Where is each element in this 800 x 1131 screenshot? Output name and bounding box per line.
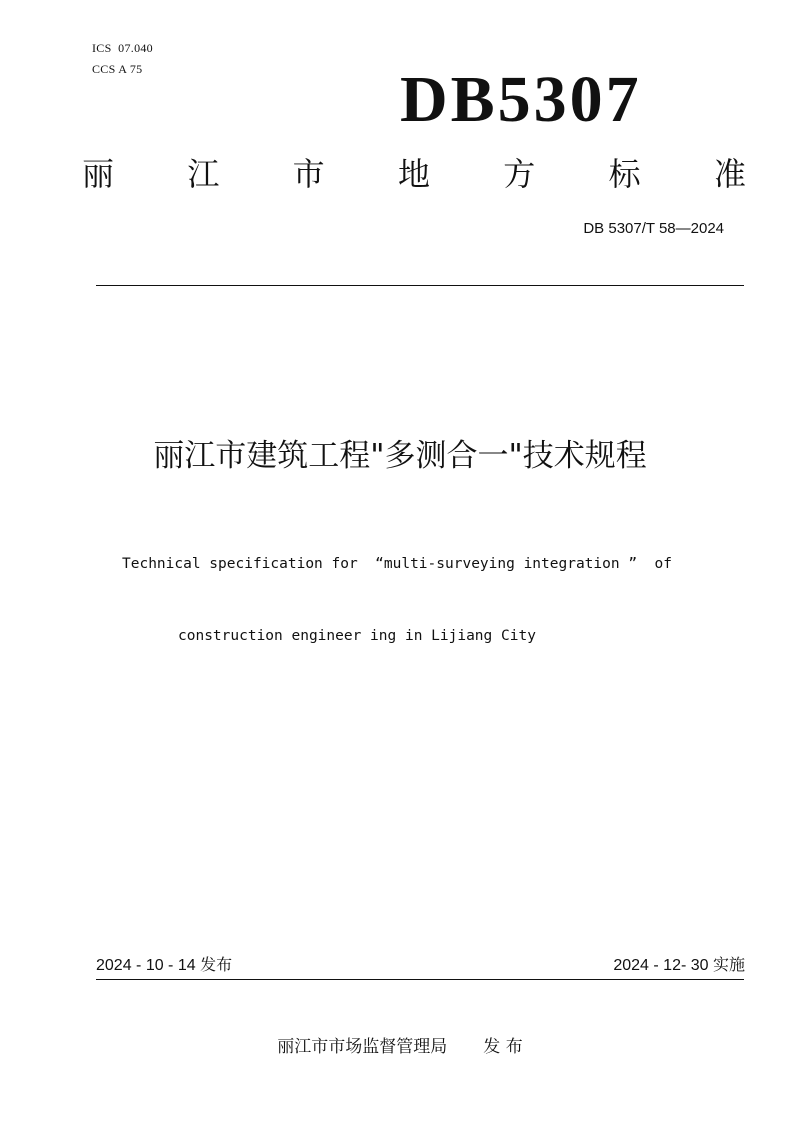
standard-kind-char: 方 [503, 155, 536, 193]
issuer-action: 发 布 [483, 1037, 523, 1057]
standard-kind-char: 市 [292, 155, 325, 193]
release-date: 2024 - 10 - 14 发布 [96, 957, 233, 974]
standard-number: DB 5307/T 58—2024 [583, 220, 724, 237]
title-english [122, 504, 742, 696]
standard-kind-char: 江 [187, 155, 220, 193]
title-chinese: 丽江市建筑工程"多测合一"技术规程 [153, 438, 647, 474]
standard-kind-char: 地 [397, 155, 430, 193]
top-divider [96, 285, 744, 286]
bottom-divider [96, 979, 744, 980]
standard-kind-char: 准 [713, 155, 746, 193]
implementation-date: 2024 - 12- 30 实施 [613, 957, 745, 974]
title-english-line-2: construction engineer ing in Lijiang City [178, 628, 536, 644]
standard-kind-char: 标 [608, 155, 641, 193]
ics-code: ICS 07.040 [92, 41, 153, 55]
standard-code-logo: DB5307 [400, 63, 642, 136]
classification-codes [92, 38, 153, 80]
standard-kind-char: 丽 [81, 155, 114, 193]
issuer-name: 丽江市市场监督管理局 [277, 1037, 448, 1057]
issuer-line [200, 1034, 600, 1060]
ccs-code: CCS A 75 [92, 62, 143, 76]
title-english-line-1: Technical specification for “multi-surveying integration ” of [122, 556, 672, 572]
standard-kind-heading [76, 152, 752, 196]
